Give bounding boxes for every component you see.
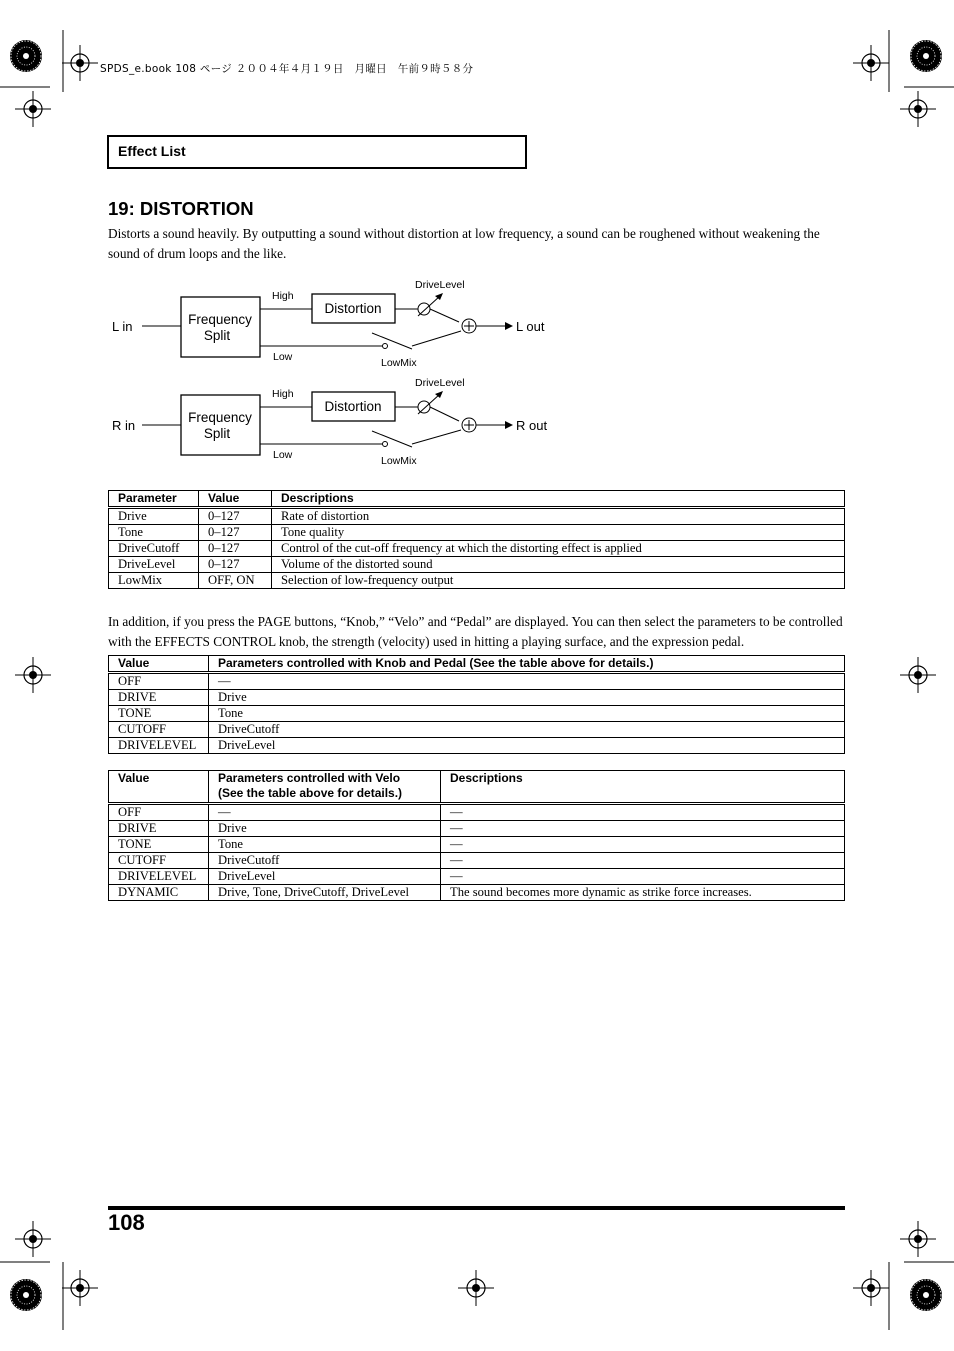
table-cell: Drive [209,821,441,837]
table-cell: — [209,804,441,821]
table-cell: DriveCutoff [209,853,441,869]
crosshair-icon [458,1270,494,1306]
table-row [109,722,845,738]
table-row [109,853,845,869]
table-cell: TONE [109,706,209,722]
table-cell: CUTOFF [109,853,209,869]
table-cell: 0–127 [199,525,272,541]
low-mix-label: LowMix [381,455,417,467]
high-label: High [272,388,294,400]
level-knob-icon [418,303,430,315]
split-label-2: Split [203,328,231,343]
footer-rule [108,1206,845,1210]
table-row [109,557,845,573]
column-header: Value [109,771,209,804]
table-cell: 0–127 [199,541,272,557]
output-label: R out [516,418,548,433]
table-cell: — [441,821,845,837]
table-row [109,690,845,706]
crosshair-icon [15,1221,51,1257]
table-header-row [109,491,845,508]
header-line: (See the table above for details.) [218,786,403,800]
output-label: L out [516,319,545,334]
frequency-split-box [181,297,260,357]
column-header: Parameters controlled with Knob and Pedal (See the table above for details.) [209,656,845,673]
velo-table [108,770,845,901]
table-cell: LowMix [109,573,199,589]
knob-pedal-table [108,655,845,754]
right-channel-flow [112,377,547,467]
switch-icon [372,431,412,447]
column-header: Value [109,656,209,673]
crosshair-icon [15,657,51,693]
table-row [109,869,845,885]
column-header: Parameter [109,491,199,508]
crosshair-icon [853,1270,889,1306]
crosshair-icon [62,1270,98,1306]
table-cell: 0–127 [199,508,272,525]
star-target-icon [910,1279,942,1311]
split-label-2: Split [203,426,231,441]
table-cell: DYNAMIC [109,885,209,901]
switch-contact-icon [383,344,388,349]
table-cell: Drive [209,690,845,706]
table-row [109,673,845,690]
table-row [109,541,845,557]
table-cell: — [441,837,845,853]
table-cell: Drive [109,508,199,525]
crosshair-icon [900,1221,936,1257]
left-channel-flow [112,279,545,369]
table-cell: DRIVELEVEL [109,869,209,885]
table-header-row [109,771,845,804]
table-row [109,525,845,541]
level-knob-icon [418,401,430,413]
column-header: Descriptions [272,491,845,508]
table-cell: Volume of the distorted sound [272,557,845,573]
table-header-row [109,656,845,673]
switch-contact-icon [383,442,388,447]
table-cell: DriveLevel [209,738,845,754]
table-cell: CUTOFF [109,722,209,738]
drive-level-label: DriveLevel [415,377,465,389]
section-label: Effect List [118,143,186,159]
table-cell: — [441,853,845,869]
table-cell: OFF [109,804,209,821]
drive-level-label: DriveLevel [415,279,465,291]
distortion-label: Distortion [324,399,382,414]
table-cell: OFF, ON [199,573,272,589]
column-header: Value [199,491,272,508]
input-label: R in [112,418,136,433]
low-label: Low [273,449,293,461]
table-cell: DRIVELEVEL [109,738,209,754]
high-label: High [272,290,294,302]
table-cell: DRIVE [109,690,209,706]
table-row [109,738,845,754]
table-cell: Control of the cut-off frequency at which the distorting effect is applied [272,541,845,557]
table-cell: Tone [209,837,441,853]
arrow-icon [505,421,513,429]
low-mix-label: LowMix [381,357,417,369]
page-number: 108 [108,1210,145,1235]
book-info-header: SPDS_e.book 108 ページ ２００４年４月１９日 月曜日 午前９時５８分 [100,63,474,75]
table-cell: DriveCutoff [209,722,845,738]
table-cell: — [209,673,845,690]
parameter-table [108,490,845,589]
column-header [209,771,441,804]
table-cell: Tone [109,525,199,541]
table-cell: DriveLevel [209,869,441,885]
table-cell: — [441,804,845,821]
table-cell: OFF [109,673,209,690]
table-cell: Selection of low-frequency output [272,573,845,589]
table-cell: DriveLevel [109,557,199,573]
table-cell: 0–127 [199,557,272,573]
table-row [109,573,845,589]
page-buttons-note: In addition, if you press the PAGE buttons, “Knob,” “Velo” and “Pedal” are displayed. You can then select the parameters to be controlled with the EFFECTS CONTROL knob, the strength (velocity) used in hitting a playing surface, and the expression pedal. [108,614,843,649]
distortion-label: Distortion [324,301,382,316]
table-row [109,508,845,525]
table-row [109,706,845,722]
table-cell: Rate of distortion [272,508,845,525]
column-header: Descriptions [441,771,845,804]
table-row [109,821,845,837]
arrow-icon [505,322,513,330]
switch-icon [372,333,412,349]
table-cell: Tone [209,706,845,722]
table-cell: Drive, Tone, DriveCutoff, DriveLevel [209,885,441,901]
low-label: Low [273,351,293,363]
frequency-split-box [181,395,260,455]
table-cell: TONE [109,837,209,853]
split-label-1: Frequency [188,312,252,327]
effect-description: Distorts a sound heavily. By outputting a sound without distortion at low frequency, a sound can be roughened without weakening the sound of drum loops and the like. [108,226,820,261]
star-target-icon [10,1279,42,1311]
table-cell: DRIVE [109,821,209,837]
table-cell: DriveCutoff [109,541,199,557]
input-label: L in [112,319,133,334]
table-cell: — [441,869,845,885]
crosshair-icon [900,657,936,693]
table-cell: Tone quality [272,525,845,541]
split-label-1: Frequency [188,410,252,425]
table-row [109,885,845,901]
signal-flow-diagram [0,0,954,480]
effect-title: 19: DISTORTION [108,198,254,219]
table-row [109,837,845,853]
header-line: Parameters controlled with Velo [218,771,401,785]
table-row [109,804,845,821]
table-cell: The sound becomes more dynamic as strike force increases. [441,885,845,901]
